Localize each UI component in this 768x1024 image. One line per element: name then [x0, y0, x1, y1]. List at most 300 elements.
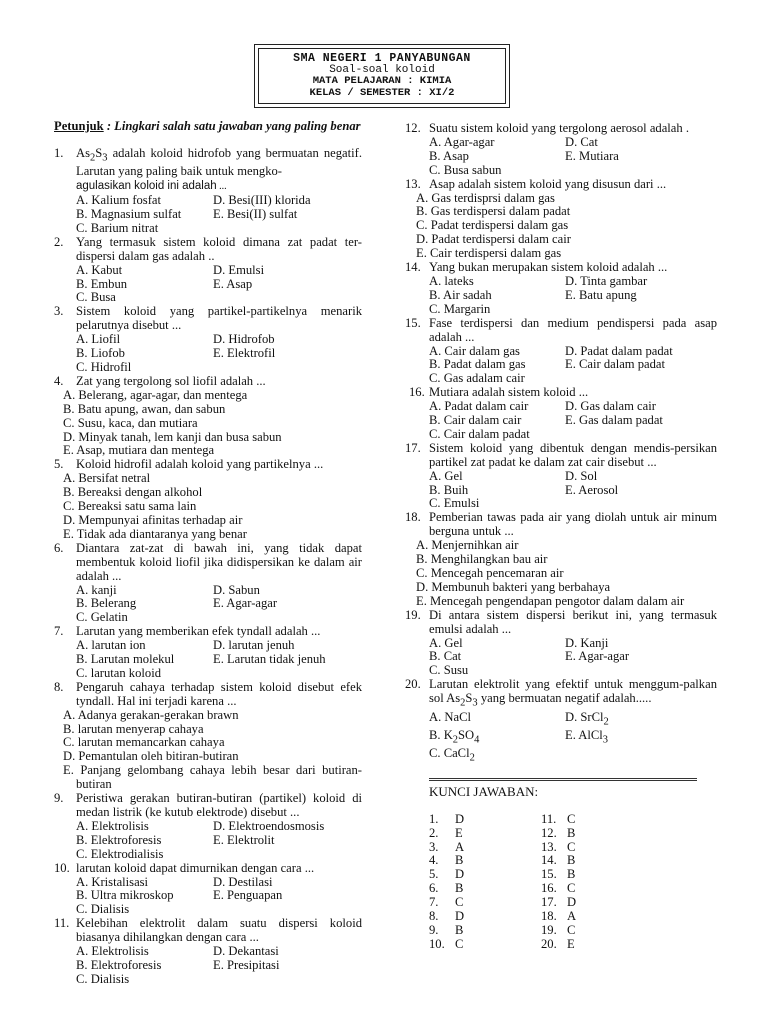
answer-key-item	[429, 841, 541, 855]
answer-option[interactable]: C. Bereaksi satu sama lain	[63, 499, 197, 514]
option-row	[429, 275, 717, 289]
question-item	[54, 792, 362, 862]
question-text	[429, 511, 717, 539]
question-number: 10.	[54, 860, 70, 875]
question-text-part: adalah koloid hidrofob yang bermuatan negatif. Larutan yang paling baik untuk mengko-	[76, 145, 362, 179]
answer-key-number: 12.	[541, 825, 557, 840]
answer-option[interactable]: B. Cat	[429, 649, 462, 664]
option-row	[76, 834, 362, 848]
subscript: 2	[460, 697, 466, 709]
answer-option[interactable]: D. Gas dalam cair	[565, 399, 656, 414]
question-item	[54, 681, 362, 792]
answer-option[interactable]: D. Hidrofob	[213, 332, 275, 347]
option-row	[429, 729, 717, 747]
left-question-list	[54, 147, 362, 987]
option-row	[429, 637, 717, 651]
question-text-content: Kelebihan elektrolit dalam suatu dispersi koloid biasanya dihilangkan dengan cara ...	[76, 916, 362, 945]
question-text	[429, 122, 717, 136]
option-row	[76, 876, 362, 890]
answer-option[interactable]: B. Padat dalam gas	[429, 357, 526, 372]
answer-options	[76, 264, 362, 306]
answer-option[interactable]: D. larutan jenuh	[213, 638, 295, 653]
answer-key-item	[541, 813, 653, 827]
option-row	[76, 361, 362, 375]
answer-key-number: 17.	[541, 895, 557, 910]
subscript: 3	[472, 697, 478, 709]
answer-option[interactable]: D. Kanji	[565, 635, 609, 650]
answer-key-letter: C	[567, 881, 576, 896]
option-row	[429, 747, 717, 765]
answer-option[interactable]: C. Dialisis	[76, 971, 130, 986]
answer-option[interactable]: A. Agar-agar	[429, 134, 495, 149]
answer-option[interactable]: D. Mempunyai afinitas terhadap air	[63, 512, 243, 527]
option-row	[76, 333, 362, 347]
question-number: 5.	[54, 457, 64, 472]
question-number: 20.	[405, 677, 421, 692]
question-text	[76, 792, 362, 820]
answer-option[interactable]: E. Cair terdispersi dalam gas	[416, 246, 562, 261]
subscript: 2	[90, 152, 96, 164]
question-text-content: Suatu sistem koloid yang tergolong aerosol adalah .	[429, 121, 689, 135]
answer-key-item	[429, 868, 541, 882]
answer-options	[76, 639, 362, 681]
answer-option[interactable]: B. Bereaksi dengan alkohol	[63, 485, 203, 500]
answer-option[interactable]: D. Dekantasi	[213, 944, 279, 959]
answer-option[interactable]	[429, 747, 565, 765]
question-number: 12.	[405, 121, 421, 135]
answer-option[interactable]: C. Barium nitrat	[76, 220, 159, 235]
instructions	[54, 120, 362, 134]
divider-line	[429, 778, 697, 781]
option-row	[429, 470, 717, 484]
answer-option[interactable]: A. Liofil	[76, 332, 121, 347]
answer-option[interactable]: D. Padat dalam padat	[565, 343, 673, 358]
header-inner	[258, 48, 506, 104]
option-row	[76, 222, 362, 236]
answer-option[interactable]: E. Tidak ada diantaranya yang benar	[63, 526, 247, 541]
answer-option[interactable]: B. larutan menyerap cahaya	[63, 721, 204, 736]
question-text-content: Zat yang tergolong sol liofil adalah ...	[76, 373, 266, 388]
option-row	[76, 973, 362, 987]
answer-options	[76, 876, 362, 918]
answer-option[interactable]: E. Agar-agar	[565, 649, 630, 664]
answer-options	[429, 711, 717, 766]
question-text-content: Peristiwa gerakan butiran-butiran (partikel) koloid di medan listrik (ke kutub elektrode) disebut ...	[76, 791, 362, 820]
answer-option[interactable]: B. Air sadah	[429, 287, 492, 302]
question-number: 14.	[405, 260, 421, 275]
answer-option[interactable]: D. Sol	[565, 468, 598, 483]
question-item	[54, 625, 362, 681]
option-row	[429, 358, 717, 372]
answer-options	[76, 333, 362, 375]
answer-option[interactable]: E. Mencegah pengendapan pengotor dalam dalam air	[416, 593, 685, 608]
answer-options	[429, 275, 717, 317]
answer-option[interactable]: A. Gel	[429, 468, 463, 483]
option-row	[76, 194, 362, 208]
answer-key-number: 7.	[429, 895, 439, 910]
answer-option[interactable]: B. Asap	[429, 148, 469, 163]
answer-options	[63, 707, 362, 792]
answer-option[interactable]: C. Padat terdispersi dalam gas	[416, 218, 569, 233]
answer-option[interactable]: A. Cair dalam gas	[429, 343, 520, 358]
question-item	[54, 542, 362, 625]
option-row	[429, 345, 717, 359]
answer-option[interactable]: E. Asap, mutiara dan mentega	[63, 443, 215, 458]
option-row	[76, 945, 362, 959]
answer-option[interactable]: C. Elektrodialisis	[76, 846, 164, 861]
answer-option[interactable]: A. Elektrolisis	[76, 818, 149, 833]
answer-option[interactable]: A. Padat dalam cair	[429, 399, 529, 414]
question-number: 4.	[54, 373, 64, 388]
answer-key-letter: D	[455, 867, 465, 882]
answer-key-item	[541, 938, 653, 952]
answer-key-letter: C	[567, 839, 576, 854]
answer-key-letter: A	[455, 839, 465, 854]
option-row	[76, 903, 362, 917]
answer-option[interactable]: B. Cair dalam cair	[429, 413, 522, 428]
answer-option[interactable]	[565, 729, 608, 747]
answer-option[interactable]: D. Padat terdispersi dalam cair	[416, 232, 571, 247]
answer-option[interactable]: B. Ultra mikroskop	[76, 888, 174, 903]
question-text	[429, 442, 717, 470]
answer-key-item	[429, 910, 541, 924]
answer-option[interactable]: C. Margarin	[429, 301, 491, 316]
answer-option[interactable]: E. Batu apung	[565, 287, 637, 302]
answer-key-number: 16.	[541, 881, 557, 896]
answer-option[interactable]: A. Gel	[429, 635, 463, 650]
answer-key-number: 5.	[429, 867, 439, 882]
question-text-part: Larutan elektrolit yang efektif untuk menggum-palkan sol As	[429, 677, 717, 706]
answer-option[interactable]	[429, 729, 565, 747]
option-row	[429, 136, 717, 150]
question-text-content: Pemberian tawas pada air yang diolah untuk air minum berguna untuk ...	[429, 510, 717, 539]
question-item	[54, 305, 362, 375]
answer-key-letter: B	[567, 867, 576, 882]
answer-option[interactable]: A. Elektrolisis	[76, 944, 149, 959]
answer-option[interactable]: C. Susu	[429, 663, 469, 678]
answer-option[interactable]: C. Cair dalam padat	[429, 426, 530, 441]
answer-key-item	[429, 827, 541, 841]
answer-option[interactable]: E. Elektrofil	[213, 346, 276, 361]
document-title: Soal-soal koloid	[329, 63, 435, 76]
question-number: 13.	[405, 176, 421, 191]
answer-key-number: 3.	[429, 839, 439, 854]
option-row	[76, 667, 362, 681]
option-row	[429, 150, 717, 164]
answer-option[interactable]: C. Busa	[76, 290, 116, 305]
question-text	[429, 178, 717, 192]
answer-option[interactable]: C. Dialisis	[76, 902, 130, 917]
question-number: 18.	[405, 510, 421, 525]
question-item	[54, 862, 362, 918]
question-text-part: yang bermuatan negatif adalah.....	[477, 691, 652, 706]
subscript: 2	[452, 734, 459, 746]
answer-option[interactable]: E. Aerosol	[565, 482, 619, 497]
answer-options	[429, 136, 717, 178]
question-number: 16.	[409, 385, 425, 400]
answer-key-number: 14.	[541, 853, 557, 868]
question-text	[429, 609, 717, 637]
option-row	[429, 164, 717, 178]
answer-key-letter: E	[567, 936, 575, 951]
answer-key-letter: C	[567, 923, 576, 937]
answer-option[interactable]: B. Magnasium sulfat	[76, 207, 182, 222]
question-item	[405, 261, 717, 317]
answer-option[interactable]: D. Elektroendosmosis	[213, 818, 325, 833]
question-text	[76, 236, 362, 264]
answer-key-letter: A	[567, 909, 577, 924]
answer-options	[76, 820, 362, 862]
option-row	[429, 497, 717, 511]
question-text	[429, 386, 717, 400]
answer-option[interactable]: D. Emulsi	[213, 262, 265, 277]
option-row	[76, 848, 362, 862]
answer-key-number: 15.	[541, 867, 557, 882]
question-item	[54, 917, 362, 987]
question-number: 17.	[405, 440, 421, 455]
subscript: 3	[602, 734, 609, 746]
answer-key-letter: C	[455, 895, 464, 910]
answer-option[interactable]: C. Mencegah pencemaran air	[416, 566, 564, 580]
question-text-content: Larutan yang memberikan efek tyndall adalah ...	[76, 624, 321, 639]
question-text-content: Asap adalah sistem koloid yang disusun dari ...	[429, 176, 667, 191]
option-row	[76, 653, 362, 667]
answer-option[interactable]: D. Besi(III) klorida	[213, 193, 311, 208]
answer-option[interactable]: D. Pemantulan oleh bitiran-butiran	[63, 749, 239, 764]
answer-option[interactable]: C. Busa sabun	[429, 162, 502, 177]
question-number: 19.	[405, 607, 421, 622]
option-row	[429, 303, 717, 317]
answer-option[interactable]: A. Gas terdisprsi dalam gas	[416, 190, 555, 205]
answer-option[interactable]: A. Menjernihkan air	[416, 538, 519, 553]
answer-key-item	[541, 827, 653, 841]
question-item	[54, 147, 362, 236]
answer-option[interactable]: C. Gas adalam cair	[429, 371, 525, 386]
subscript: 4	[474, 734, 480, 746]
answer-option[interactable]: B. Elektroforesis	[76, 957, 162, 972]
answer-options	[76, 945, 362, 987]
subject-label: MATA PELAJARAN : KIMIA	[312, 75, 452, 87]
answer-option[interactable]: E. Penguapan	[213, 888, 283, 903]
answer-key-number: 2.	[429, 825, 439, 840]
answer-key-item	[429, 854, 541, 868]
answer-options	[429, 400, 717, 442]
answer-key-item	[429, 882, 541, 896]
answer-option[interactable]: C. Gelatin	[76, 610, 128, 625]
option-row	[76, 208, 362, 222]
answer-key-number: 6.	[429, 881, 439, 896]
option-row	[429, 650, 717, 664]
question-item	[405, 317, 717, 387]
question-item	[54, 375, 362, 458]
option-row	[76, 611, 362, 625]
option-row	[429, 664, 717, 678]
answer-option[interactable]: C. Emulsi	[429, 496, 480, 511]
answer-key-letter: B	[455, 853, 464, 868]
answer-key-letter: C	[567, 811, 576, 826]
answer-key-item	[541, 896, 653, 910]
question-item	[405, 511, 717, 608]
question-text-content: Diantara zat-zat di bawah ini, yang tidak dapat membentuk koloid liofil jika didispersikan ke dalam air adalah ...	[76, 540, 362, 583]
question-text	[429, 261, 717, 275]
option-row	[76, 820, 362, 834]
answer-options	[429, 345, 717, 387]
answer-key-number: 4.	[429, 853, 439, 868]
answer-option[interactable]: B. Menghilangkan bau air	[416, 552, 548, 567]
option-row	[429, 289, 717, 303]
question-text-content: Yang termasuk sistem koloid dimana zat padat ter-dispersi dalam gas adalah ..	[76, 234, 362, 263]
question-number: 7.	[54, 624, 64, 639]
answer-key-item	[429, 924, 541, 938]
question-item	[405, 122, 717, 178]
answer-option[interactable]: A. NaCl	[429, 709, 471, 724]
answer-option[interactable]: D. Membunuh bakteri yang berbahaya	[416, 579, 611, 594]
answer-key-item	[541, 924, 653, 938]
answer-key-number: 13.	[541, 839, 557, 854]
answer-option[interactable]: B. Gas terdispersi dalam padat	[416, 204, 571, 219]
answer-key-letter: B	[455, 923, 464, 937]
answer-option[interactable]: E. Panjang gelombang cahaya lebih besar dari butiran-butiran	[63, 763, 362, 792]
question-text-content: Yang bukan merupakan sistem koloid adalah ...	[429, 260, 668, 275]
option-row	[429, 428, 717, 442]
option-text: D. SrCl	[565, 709, 604, 724]
answer-option[interactable]: D. Minyak tanah, lem kanji dan busa sabun	[63, 429, 282, 444]
option-row	[76, 889, 362, 903]
answer-option[interactable]: E. Mutiara	[565, 148, 619, 163]
option-row	[76, 597, 362, 611]
answer-option[interactable]: D. Destilasi	[213, 874, 273, 889]
answer-option[interactable]: E. Elektrolit	[213, 832, 275, 847]
answer-key-item	[429, 813, 541, 827]
question-text	[76, 862, 362, 876]
answer-option[interactable]: D. Cat	[565, 134, 598, 149]
answer-options	[63, 471, 362, 542]
question-text	[76, 458, 362, 472]
answer-option[interactable]: B. Elektroforesis	[76, 832, 162, 847]
answer-key-column-2	[541, 813, 653, 952]
question-text-content: Fase terdispersi dan medium pendispersi pada asap adalah ...	[429, 315, 717, 344]
answer-key-number: 11.	[541, 811, 557, 826]
answer-option[interactable]: E. Cair dalam padat	[565, 357, 666, 372]
answer-option[interactable]: E. Besi(II) sulfat	[213, 207, 298, 222]
answer-option[interactable]: A. Kristalisasi	[76, 874, 149, 889]
subscript: 2	[469, 752, 475, 764]
answer-key-number: 10.	[429, 936, 445, 951]
answer-option[interactable]: A. Bersifat netral	[63, 471, 151, 486]
answer-option[interactable]: C. Susu, kaca, dan mutiara	[63, 415, 198, 430]
answer-option[interactable]: C. larutan memancarkan cahaya	[63, 735, 225, 750]
option-row	[76, 278, 362, 292]
answer-option[interactable]: A. Kabut	[76, 262, 123, 277]
question-item	[405, 678, 717, 766]
answer-option[interactable]: A. larutan ion	[76, 638, 146, 653]
answer-key-letter: D	[455, 811, 465, 826]
answer-key-letter: B	[567, 853, 576, 868]
question-number: 15.	[405, 315, 421, 330]
answer-option[interactable]: C. larutan koloid	[76, 665, 161, 680]
option-row	[76, 264, 362, 278]
answer-option[interactable]: D. Sabun	[213, 582, 260, 597]
answer-option[interactable]	[565, 711, 609, 729]
option-text: B. K	[429, 728, 453, 742]
answer-option[interactable]: C. Hidrofil	[76, 360, 132, 375]
subscript: 3	[102, 152, 108, 164]
answer-key-number: 18.	[541, 909, 557, 924]
answer-option[interactable]: A. lateks	[429, 273, 474, 288]
answer-option[interactable]: E. Asap	[213, 276, 253, 291]
option-row	[76, 291, 362, 305]
option-row	[429, 711, 717, 729]
answer-options	[416, 190, 717, 262]
answer-options	[63, 387, 362, 459]
question-number: 8.	[54, 679, 64, 694]
question-text-part: As	[76, 145, 90, 160]
question-item	[405, 178, 717, 261]
answer-option[interactable]: B. Liofob	[76, 346, 125, 361]
question-text	[76, 147, 362, 194]
question-number: 1.	[54, 145, 64, 160]
question-item	[405, 442, 717, 512]
question-number: 3.	[54, 304, 64, 319]
right-question-list	[405, 122, 717, 766]
option-text: E. AlCl	[565, 728, 603, 742]
answer-key-item	[541, 882, 653, 896]
answer-option[interactable]: A. kanji	[76, 582, 117, 597]
question-item	[405, 386, 717, 442]
question-item	[405, 609, 717, 679]
answer-option[interactable]: E. Agar-agar	[213, 596, 278, 611]
question-text-content: Pengaruh cahaya terhadap sistem koloid disebut efek tyndall. Hal ini terjadi karena ...	[76, 679, 362, 708]
answer-key-letter: B	[567, 825, 576, 840]
option-row	[76, 639, 362, 653]
answer-option[interactable]: E. Larutan tidak jenuh	[213, 652, 326, 667]
answer-key-grid	[429, 813, 717, 952]
question-text	[76, 681, 362, 709]
option-row	[429, 372, 717, 386]
answer-option[interactable]: E. Gas dalam padat	[565, 413, 663, 428]
answer-key-title: KUNCI JAWABAN:	[429, 783, 539, 799]
answer-option[interactable]: B. Embun	[76, 276, 128, 291]
option-text: SO	[458, 728, 475, 742]
answer-option[interactable]: B. Batu apung, awan, dan sabun	[63, 401, 226, 416]
option-row	[76, 584, 362, 598]
question-item	[54, 458, 362, 541]
option-row	[429, 414, 717, 428]
answer-options	[429, 637, 717, 679]
answer-key-column-1	[429, 813, 541, 952]
answer-options	[429, 470, 717, 512]
class-label: KELAS / SEMESTER : XI/2	[309, 86, 455, 99]
question-text-content: Sistem koloid yang dibentuk dengan mendis-persikan partikel zat padat ke dalam zat cair disebut ...	[429, 440, 717, 469]
answer-option[interactable]: B. Belerang	[76, 596, 137, 611]
question-text-content: Mutiara adalah sistem koloid ...	[429, 385, 589, 400]
answer-options	[76, 584, 362, 626]
answer-option[interactable]: D. Tinta gambar	[565, 273, 648, 288]
answer-option[interactable]: A. Adanya gerakan-gerakan brawn	[63, 707, 239, 722]
question-number: 9.	[54, 791, 64, 806]
answer-option[interactable]: E. Presipitasi	[213, 957, 280, 972]
subscript: 2	[603, 716, 609, 728]
answer-option[interactable]: A. Kalium fosfat	[76, 193, 161, 208]
question-item	[54, 236, 362, 306]
answer-option[interactable]: A. Belerang, agar-agar, dan mentega	[63, 387, 248, 402]
option-row	[76, 959, 362, 973]
answer-option[interactable]: B. Larutan molekul	[76, 652, 175, 667]
answer-option[interactable]: B. Buih	[429, 482, 469, 497]
option-row	[429, 400, 717, 414]
answer-key-item	[429, 938, 541, 952]
question-text-content: larutan koloid dapat dimurnikan dengan cara ...	[76, 860, 315, 875]
